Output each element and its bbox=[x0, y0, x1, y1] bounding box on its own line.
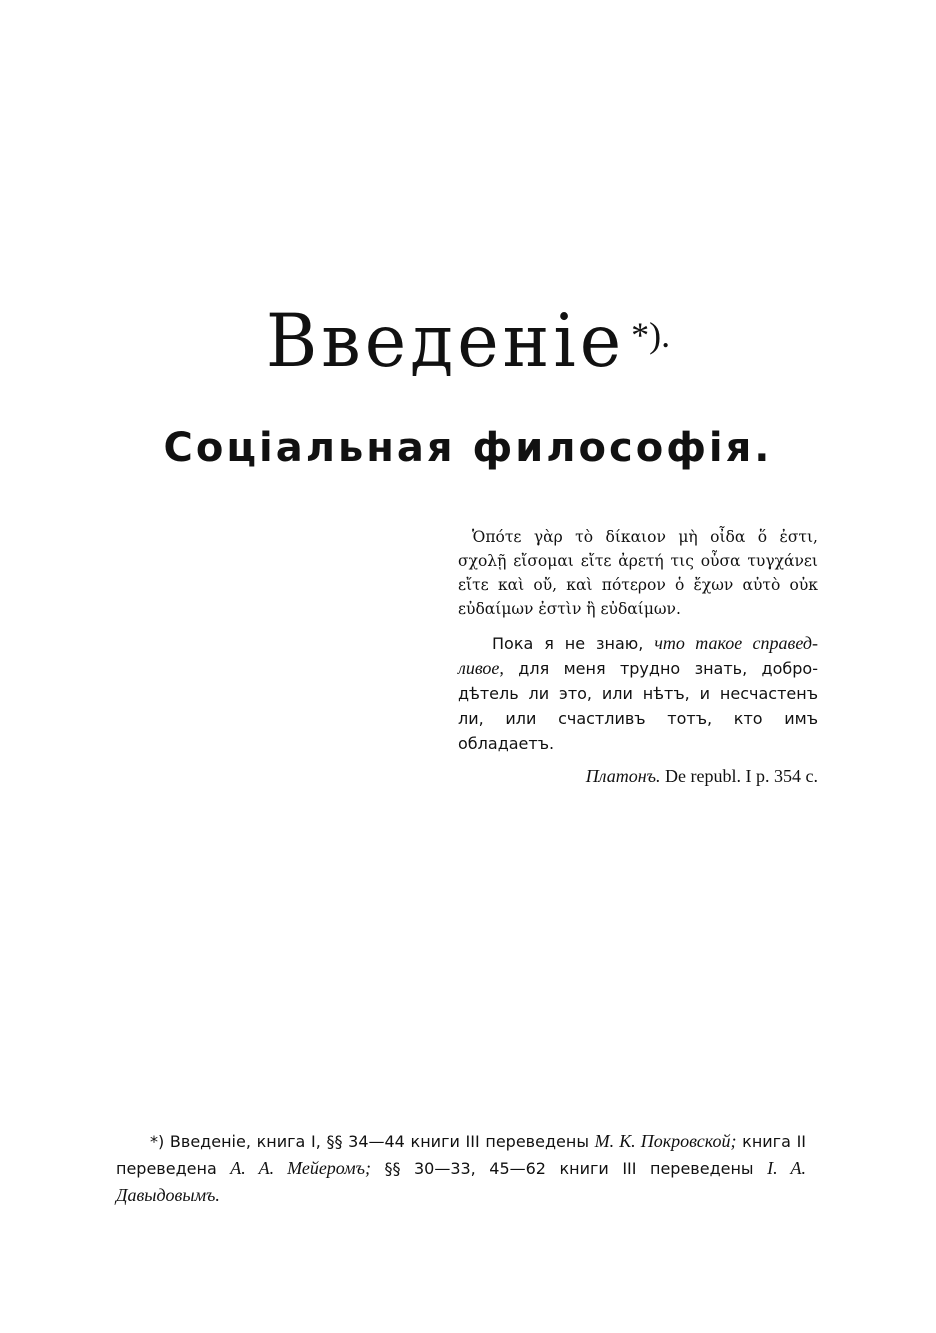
footnote-text: §§ 30—33, 45—62 книги III переведены bbox=[370, 1159, 768, 1178]
source-author: Платонъ. bbox=[585, 766, 661, 786]
epigraph bbox=[458, 525, 818, 788]
footnote-text: *) Введеніе, книга I, §§ 34—44 книги III переведены bbox=[150, 1132, 595, 1151]
translation-text-end: для меня трудно знать, добродѣтель ли это, или нѣтъ, и несчастенъ ли, или счастливъ тотъ, кто имъ обладаетъ. bbox=[458, 659, 818, 753]
source-reference: De republ. I p. 354 c. bbox=[660, 766, 818, 786]
translator-name: I. А. Давыдовымъ. bbox=[116, 1158, 806, 1205]
translation-text-start: Пока я не знаю, bbox=[492, 634, 655, 653]
footnote bbox=[116, 1128, 806, 1209]
footnote-text: книга II переведена bbox=[116, 1132, 807, 1178]
translator-name: М. К. Покровской; bbox=[594, 1131, 737, 1151]
chapter-title-text: Введеніе bbox=[265, 297, 626, 385]
chapter-title bbox=[0, 297, 936, 385]
epigraph-source bbox=[458, 764, 818, 788]
chapter-subtitle: Соціальная философія. bbox=[163, 425, 773, 471]
footnote-marker: *). bbox=[631, 315, 671, 355]
epigraph-greek: Ὁπότε γὰρ τὸ δίκαιον μὴ οἶδα ὅ ἐστι, σχολῇ εἴσομαι εἴτε ἀρετή τις οὖσα τυγχάνει εἴτε καὶ οὔ, καὶ πότερον ὁ ἔχων αὐτὸ οὐκ εὐδαίμων ἐστὶν ἢ εὐδαίμων. bbox=[458, 528, 818, 618]
translator-name: А. А. Мейеромъ; bbox=[230, 1158, 371, 1178]
epigraph-translation bbox=[458, 631, 818, 756]
translation-emphasis: что такое справедливое, bbox=[458, 633, 818, 678]
